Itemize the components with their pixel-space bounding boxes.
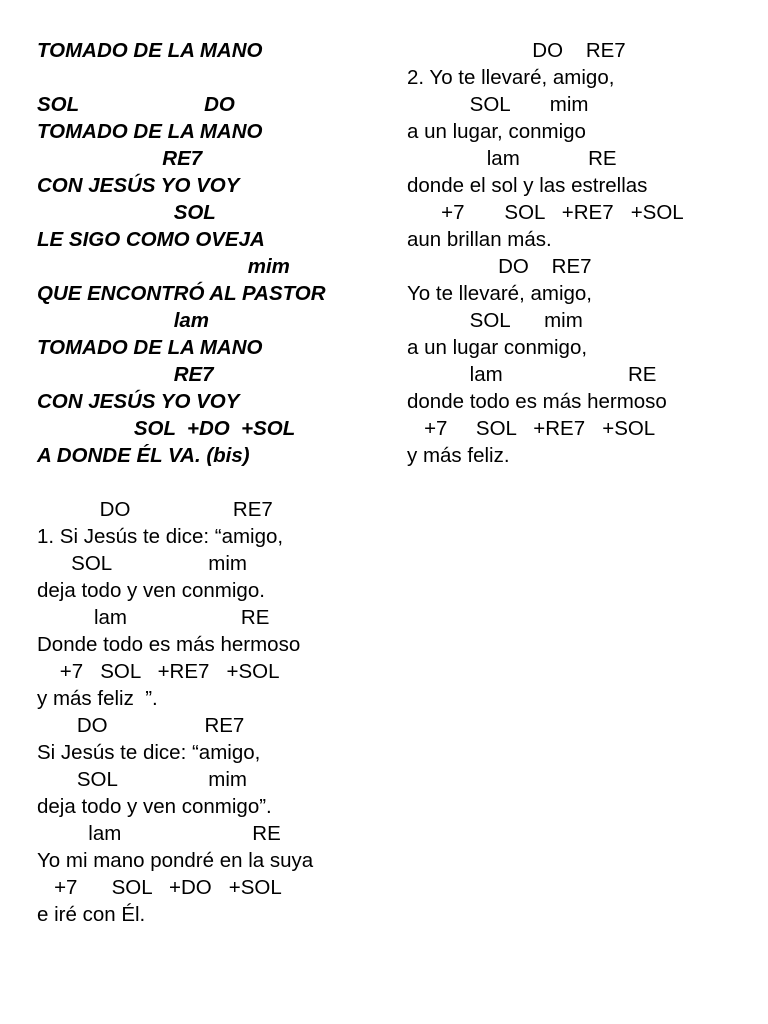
- chord-line: SOL mim: [407, 309, 583, 332]
- chord-line: lam RE: [407, 363, 657, 386]
- chord-line: DO RE7: [37, 714, 245, 737]
- lyric-line: LE SIGO COMO OVEJA: [37, 228, 265, 251]
- right-column: [407, 37, 737, 469]
- chord-line: RE7: [37, 363, 214, 386]
- lyric-line: CON JESÚS YO VOY: [37, 390, 240, 413]
- chord-line: SOL mim: [37, 552, 247, 575]
- left-column: [37, 37, 367, 928]
- lyric-line: donde el sol y las estrellas: [407, 174, 648, 197]
- chord-line: DO RE7: [37, 498, 273, 521]
- lyric-line: aun brillan más.: [407, 228, 552, 251]
- lyric-line: y más feliz ”.: [37, 687, 158, 710]
- lyric-line: a un lugar, conmigo: [407, 120, 586, 143]
- chord-line: DO RE7: [407, 255, 592, 278]
- chord-line: mim: [37, 255, 290, 278]
- lyric-line: A DONDE ÉL VA. (bis): [37, 444, 250, 467]
- chorus-block: [37, 37, 367, 469]
- lyric-line: CON JESÚS YO VOY: [37, 174, 240, 197]
- chord-line: SOL: [37, 201, 216, 224]
- chord-line: SOL +DO +SOL: [37, 417, 296, 440]
- lyric-line: Yo mi mano pondré en la suya: [37, 849, 314, 872]
- chord-line: +7 SOL +RE7 +SOL: [407, 201, 684, 224]
- chord-line: lam RE: [37, 606, 270, 629]
- chord-line: lam RE: [37, 822, 281, 845]
- chord-line: SOL mim: [37, 768, 247, 791]
- chord-line: SOL DO: [37, 93, 235, 116]
- lyric-line: TOMADO DE LA MANO: [37, 336, 263, 359]
- chord-line: +7 SOL +RE7 +SOL: [37, 660, 280, 683]
- lyric-line: deja todo y ven conmigo.: [37, 579, 265, 602]
- lyric-line: Si Jesús te dice: “amigo,: [37, 741, 261, 764]
- lyric-line: Donde todo es más hermoso: [37, 633, 301, 656]
- blank-line: [37, 469, 367, 496]
- chord-line: lam: [37, 309, 210, 332]
- lyric-line: deja todo y ven conmigo”.: [37, 795, 272, 818]
- chord-line: RE7: [37, 147, 203, 170]
- lyric-line: y más feliz.: [407, 444, 510, 467]
- lyric-line: 1. Si Jesús te dice: “amigo,: [37, 525, 284, 548]
- chord-line: SOL mim: [407, 93, 589, 116]
- verse-2-block: [407, 37, 737, 469]
- lyric-line: donde todo es más hermoso: [407, 390, 667, 413]
- lyric-line: QUE ENCONTRÓ AL PASTOR: [37, 282, 326, 305]
- blank-line: [37, 64, 367, 91]
- lyric-line: e iré con Él.: [37, 903, 146, 926]
- chord-line: lam RE: [407, 147, 617, 170]
- chord-line: DO RE7: [407, 39, 626, 62]
- lyric-line: Yo te llevaré, amigo,: [407, 282, 592, 305]
- lyric-line: a un lugar conmigo,: [407, 336, 588, 359]
- lyric-line: 2. Yo te llevaré, amigo,: [407, 66, 615, 89]
- chord-line: +7 SOL +DO +SOL: [37, 876, 282, 899]
- verse-1-block: [37, 469, 367, 928]
- lyric-line: TOMADO DE LA MANO: [37, 120, 263, 143]
- song-title: TOMADO DE LA MANO: [37, 39, 263, 62]
- chord-line: +7 SOL +RE7 +SOL: [407, 417, 656, 440]
